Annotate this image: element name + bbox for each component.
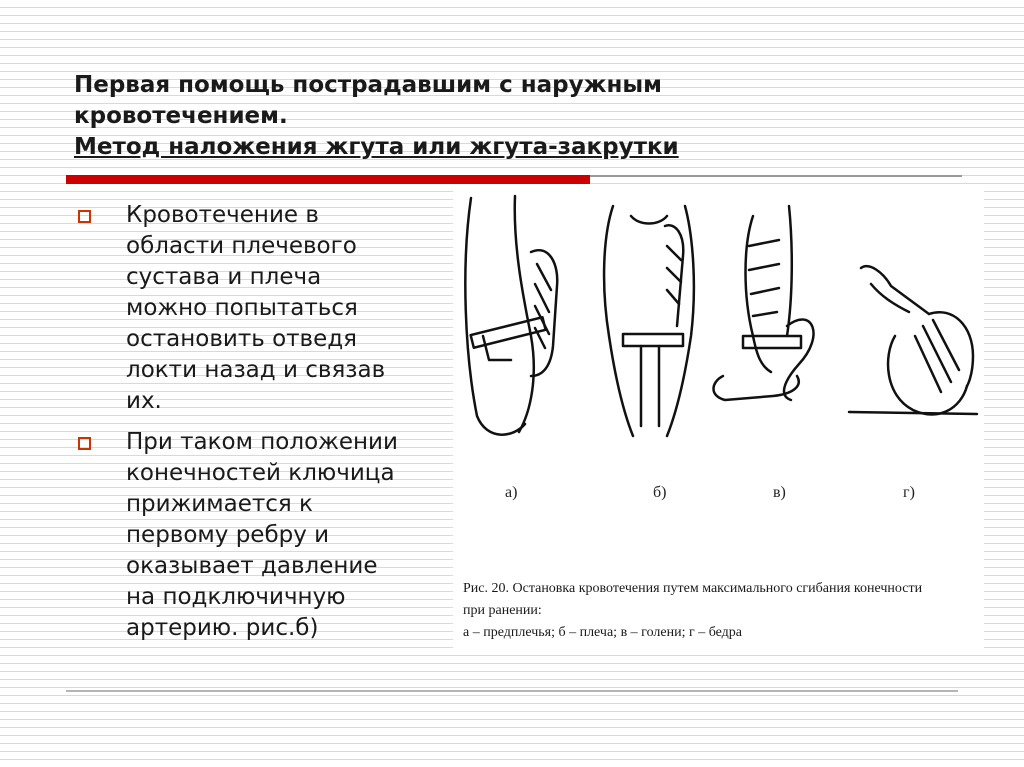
figure-label-b: б) <box>653 484 667 501</box>
bullet-list <box>74 200 454 654</box>
slide-title <box>74 70 934 163</box>
illustration-thigh <box>849 266 977 414</box>
bullet-item <box>74 427 454 644</box>
figure-label-a: а) <box>505 484 518 501</box>
bullet-text: Кровотечение в области плечевого сустава и плеча можно попытаться остановить отведя локти назад и связав их. <box>126 202 386 414</box>
title-line-3: Метод наложения жгута или жгута-закрутки <box>74 134 679 160</box>
illustration-forearm <box>465 196 557 435</box>
first-aid-figure <box>453 186 984 654</box>
figure-label-g: г) <box>903 484 915 501</box>
caption-line-2: при ранении: <box>463 603 542 618</box>
figure-label-v: в) <box>773 484 786 501</box>
title-rule-red <box>66 175 590 184</box>
illustration-upper-arm <box>604 206 694 436</box>
limb-flexion-illustration <box>453 186 984 476</box>
title-line-1: Первая помощь пострадавшим с наружным <box>74 72 662 98</box>
bullet-square-icon <box>78 437 91 450</box>
title-line-2: кровотечением. <box>74 103 288 129</box>
caption-line-1: Рис. 20. Остановка кровотечения путем максимального сгибания конечности <box>463 581 923 596</box>
bullet-text: При таком положении конечностей ключица прижимается к первому ребру и оказывает давление на подключичную артерию. рис.б) <box>126 429 398 641</box>
bullet-item <box>74 200 454 417</box>
bullet-square-icon <box>78 210 91 223</box>
footer-rule <box>66 690 958 692</box>
title-rule-gray <box>590 175 962 177</box>
figure-caption <box>463 578 978 644</box>
caption-line-3: а – предплечья; б – плеча; в – голени; г – бедра <box>463 625 743 640</box>
illustration-lower-leg <box>714 206 814 400</box>
